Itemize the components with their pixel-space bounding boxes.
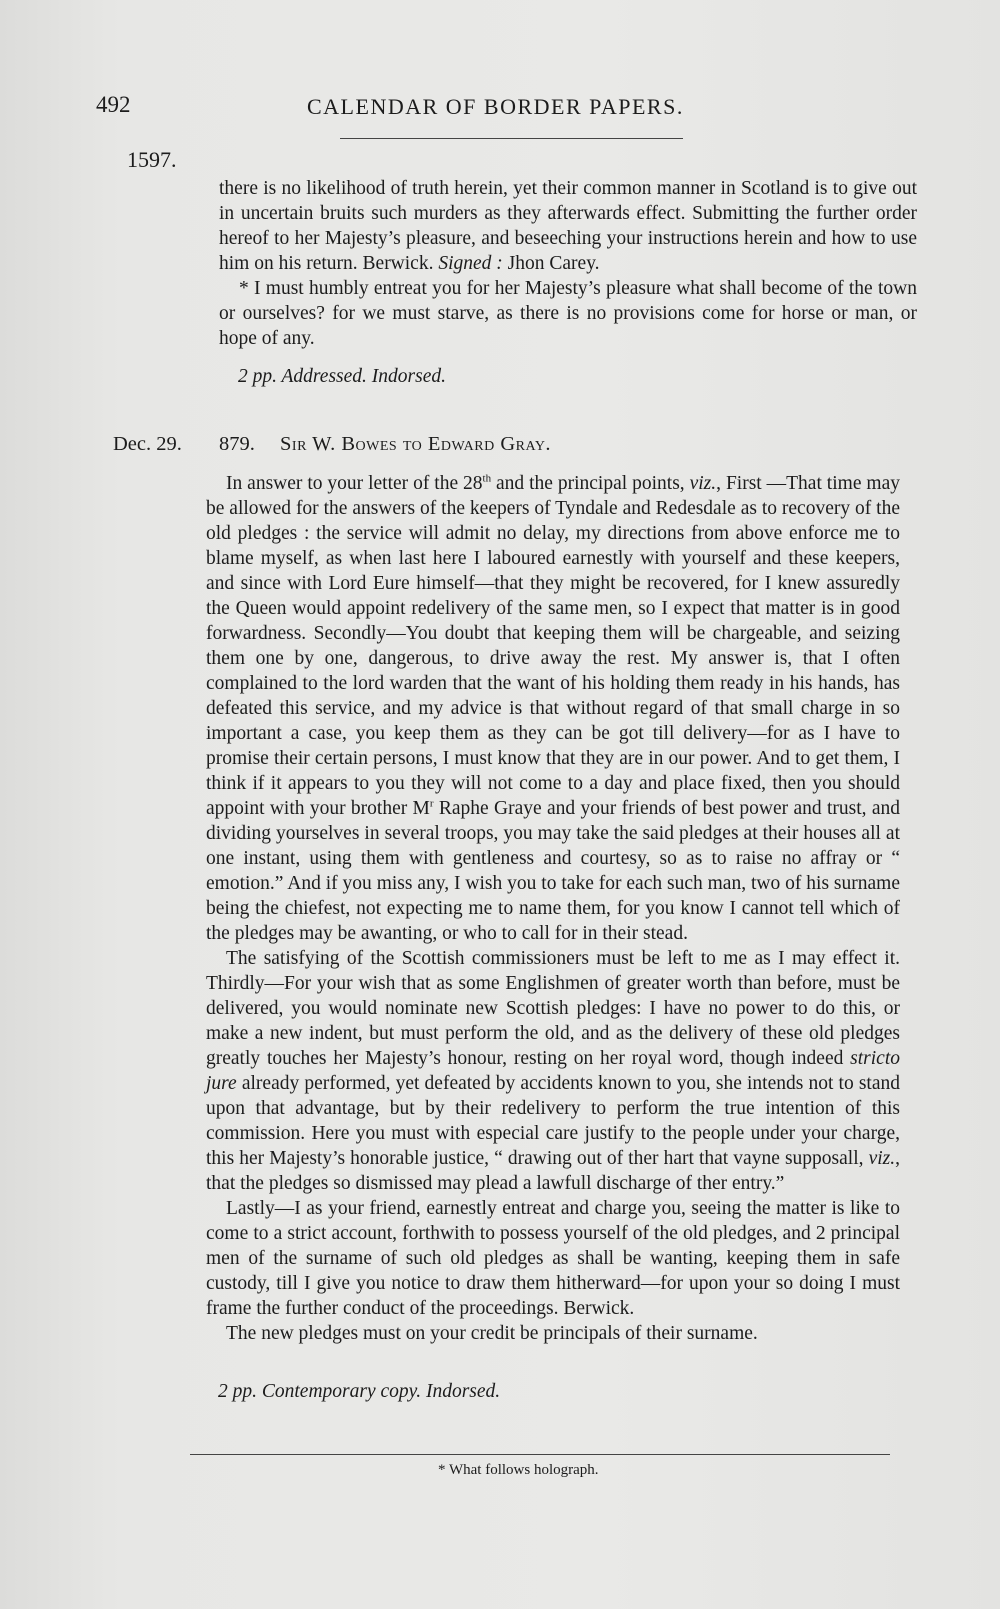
letter-paragraph-2	[206, 946, 900, 1196]
entry-date: Dec. 29.	[113, 433, 182, 455]
letter-paragraph-3: Lastly—I as your friend, earnestly entreat and charge you, seeing the matter is like to come to a strict account, forthwith to possess yourself of the old pledges, and 2 principal men of the surname of such old pledges as shall be wanting, keeping them in safe custody, till I give you notice to draw them hitherward—for upon your so doing I must frame the further conduct of the proceedings. Berwick.	[206, 1198, 900, 1319]
continuation-paragraph	[219, 176, 917, 276]
footnote: * What follows holograph.	[438, 1462, 599, 1478]
text-run: , that the pledges so dismissed may plead a lawfull discharge of ther entry.”	[206, 1148, 900, 1194]
continuation-body: there is no likelihood of truth herein, yet their common manner in Scotland is to give out in uncertain bruits such murders as they afterwards effect. Submitting the further order hereof to her Majesty’s pleasure, and beseeching your instructions herein and how to use him on his return. Berwick.	[219, 178, 917, 274]
continuation-text	[219, 176, 917, 351]
text-run: already performed, yet defeated by accidents known to you, she intends not to stand upon that advantage, but by their redelivery to perform the true intention of this commission. Here you must with especial care justify to the people under your charge, this her Majesty’s honorable justice, “ drawing out of ther hart that vayne supposall,	[206, 1073, 900, 1169]
document-note: 2 pp. Addressed. Indorsed.	[238, 366, 446, 387]
letter-paragraph-4: The new pledges must on your credit be principals of their surname.	[226, 1323, 758, 1344]
signed-label: Signed :	[438, 253, 503, 274]
entry-body	[206, 471, 900, 1346]
letter-paragraph-1	[206, 471, 900, 946]
entry-title: Sir W. Bowes to Edward Gray.	[280, 433, 552, 455]
postscript: * I must humbly entreat you for her Majesty’s pleasure what shall become of the town or ourselves? for we must starve, as there is no provisions come for horse or man, or hope of any.	[219, 278, 917, 349]
header-rule	[340, 138, 683, 139]
page-number: 492	[96, 92, 131, 117]
running-head: CALENDAR OF BORDER PAPERS.	[307, 94, 684, 119]
entry-note: 2 pp. Contemporary copy. Indorsed.	[218, 1381, 501, 1402]
superscript: r	[429, 797, 434, 810]
italic-run: viz.	[689, 473, 717, 494]
text-run: Raphe Graye and your friends of best power and trust, and dividing yourselves in several troops, you may take the said pledges at their houses all at one instant, using them with gentleness and courtesy, so as to raise no affray or “ emotion.” And if you miss any, I wish you to take for each such man, two of his surname being the chiefest, not expecting me to name them, for you know I cannot tell which of the pledges may be awanting, or who to call for in their stead.	[206, 798, 900, 944]
text-run: In answer to your letter of the 28	[226, 473, 483, 494]
footnote-rule	[190, 1454, 890, 1455]
text-run: and the principal points,	[491, 473, 690, 494]
year-marginal: 1597.	[127, 147, 177, 172]
entry-number: 879.	[219, 433, 255, 455]
italic-run: stricto jure	[206, 1048, 900, 1094]
signed-name: Jhon Carey.	[507, 253, 600, 274]
text-run: , First —That time may be allowed for the answers of the keepers of Tyndale and Redesdale as to recovery of the old pledges : the service will admit no delay, my directions from above enforce me to blame myself, as when last here I laboured earnestly with yourself and these keepers, and since with Lord Eure himself—that they might be recovered, for I knew assuredly the Queen would appoint redelivery of the same men, so I expect that matter is in good forwardness. Secondly—You doubt that keeping them will be chargeable, and seizing them one by one, dangerous, to drive away the rest. My answer is, that I often complained to the lord warden that the want of his holding them ready in his hands, has defeated this service, and my advice is that without regard of that small charge in so important a case, you keep them as they can be got till delivery—for as I have to promise their certain persons, I must know that they are in our power. And to get them, I think if it appears to you they will not come to a day and place fixed, then you should appoint with your brother M	[206, 473, 900, 819]
italic-run: viz.	[868, 1148, 896, 1169]
text-run: The satisfying of the Scottish commissioners must be left to me as I may effect it. Thirdly—For your wish that as some Englishmen of greater worth than before, must be delivered, you would nominate new Scottish pledges: I have no power to do this, or make a new indent, but must perform the old, and as the delivery of these old pledges greatly touches her Majesty’s honour, resting on her royal word, though indeed	[206, 948, 900, 1069]
superscript: th	[482, 472, 492, 485]
